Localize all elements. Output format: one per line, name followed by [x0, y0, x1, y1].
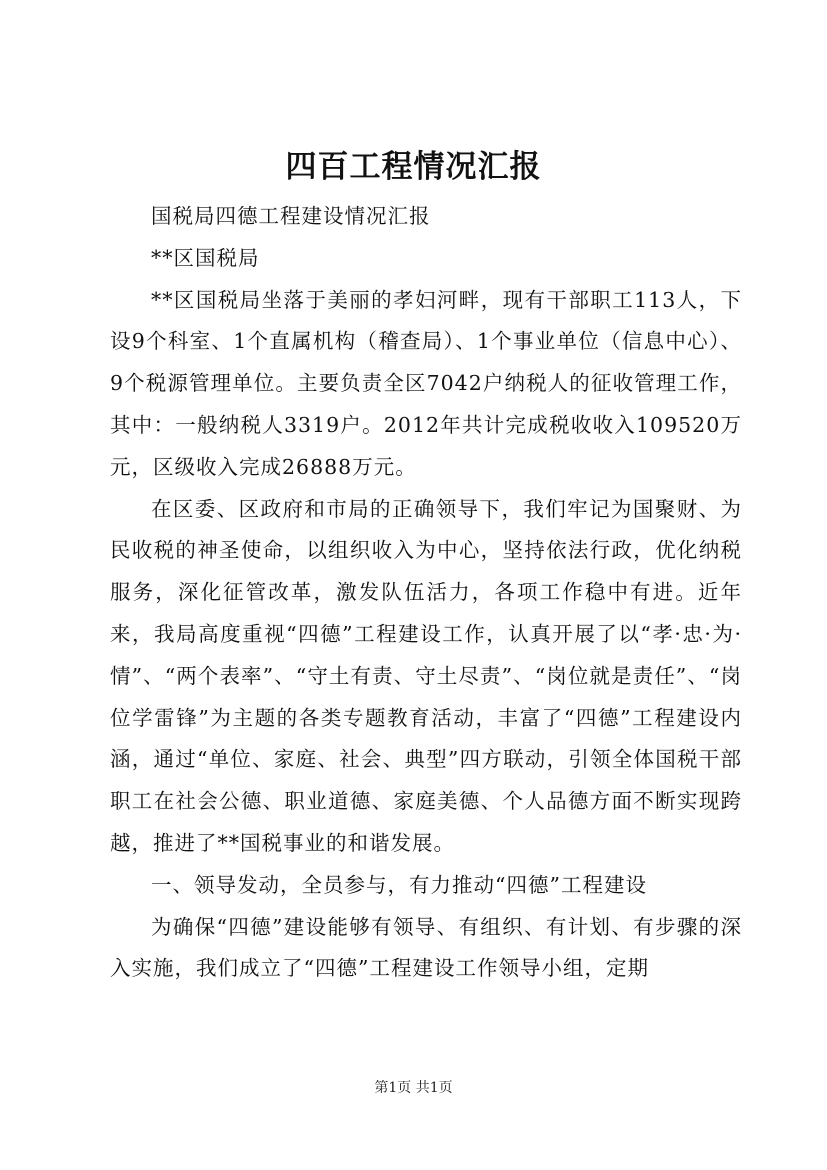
document-title: 四百工程情况汇报 — [285, 149, 542, 185]
paragraph-subtitle: 国税局四德工程建设情况汇报 — [151, 204, 431, 228]
document-body — [110, 196, 742, 990]
section-heading-1: 一、领导发动，全员参与，有力推动“四德”工程建设 — [151, 872, 647, 897]
paragraph-author: **区国税局 — [151, 245, 260, 270]
paragraph-overview: 在区委、区政府和市局的正确领导下，我们牢记为国聚财、为民收税的神圣使命，以组织收入为中心，坚持依法行政，优化纳税服务，深化征管改革，激发队伍活力，各项工作稳中有进。近年来，我局高度重视“四德”工程建设工作，认真开展了以“孝·忠·为·情”、“两个表率”、“守土有责、守土尽责”、“岗位就是责任”、“岗位学雷锋”为主题的各类专题教育活动，丰富了“四德”工程建设内涵，通过“单位、家庭、社会、典型”四方联动，引领全体国税干部职工在社会公德、职业道德、家庭美德、个人品德方面不断实现跨越，推进了**国税事业的和谐发展。 — [110, 496, 742, 855]
paragraph-section-1: 为确保“四德”建设能够有领导、有组织、有计划、有步骤的深入实施，我们成立了“四德”工程建设工作领导小组，定期 — [110, 914, 742, 981]
paragraph-intro: **区国税局坐落于美丽的孝妇河畔，现有干部职工113人，下设9个科室、1个直属机构（稽查局）、1个事业单位（信息中心）、9个税源管理单位。主要负责全区7042户纳税人的征收管理工作，其中：一般纳税人3319户。2012年共计完成税收收入109520万元，区级收入完成26888万元。 — [110, 287, 742, 479]
page-footer: 第1页 共1页 — [374, 1080, 453, 1096]
